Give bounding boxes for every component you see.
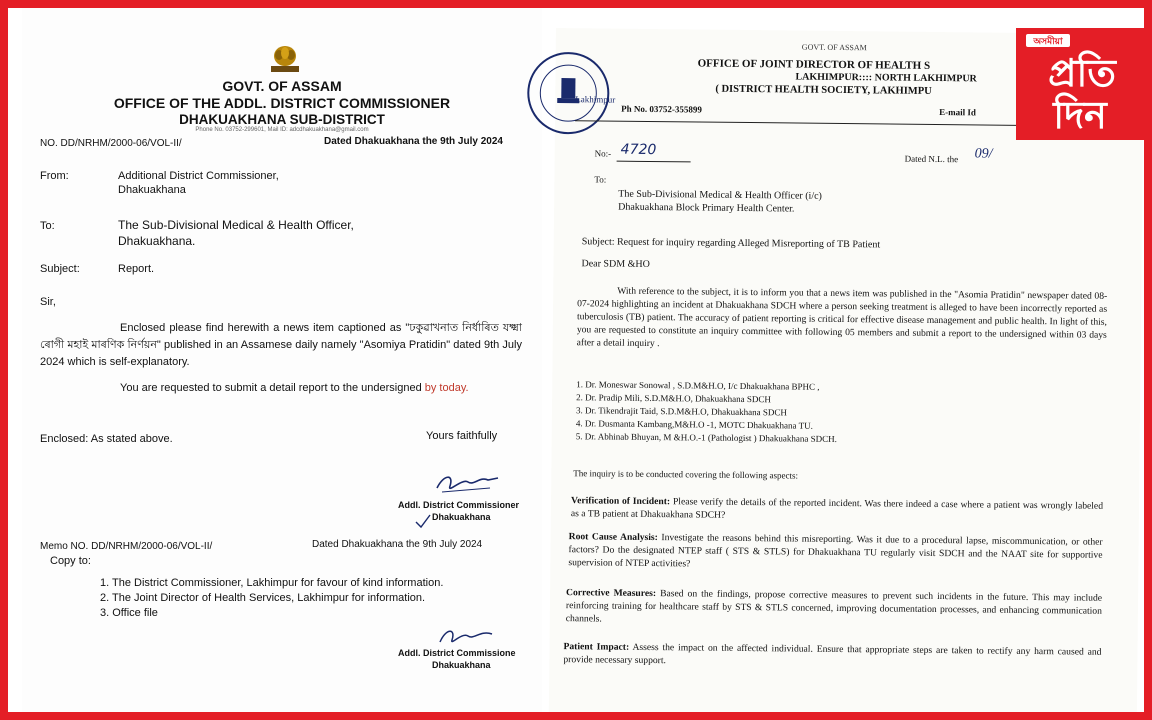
adc-letter	[22, 8, 542, 712]
header-place: LAKHIMPUR:::: NORTH LAKHIMPUR	[795, 71, 977, 85]
header-office: OFFICE OF THE ADDL. DISTRICT COMMISSIONER	[113, 95, 451, 111]
aspect-root-cause	[568, 530, 1102, 575]
list-item: 3. Dr. Tikendrajit Taid, S.D.M&H.O, Dhakuakhana SDCH	[575, 405, 787, 418]
subject-value: Report.	[118, 263, 155, 275]
signatory-2-title: Addl. District Commissione	[398, 648, 516, 658]
signatory-place: Dhakuakhana	[432, 512, 491, 522]
header-govt: GOVT. OF ASSAM	[222, 78, 342, 94]
asomiya-pratidin-logo	[1016, 28, 1144, 140]
letter-no-label: No:-	[594, 148, 612, 159]
to-label: To:	[40, 220, 55, 232]
letter-no-value: 4720	[620, 141, 657, 159]
list-item: 1. The District Commissioner, Lakhimpur for favour of kind information.	[100, 577, 444, 589]
from-label: From:	[40, 170, 69, 182]
header-contact: Phone No. 03752-299601, Mail ID: adcdhakuakhana@gmail.com	[195, 127, 369, 133]
logo-line-2: দিন	[1053, 93, 1107, 137]
aspect-corrective	[566, 586, 1102, 631]
request-text: You are requested to submit a detail report to the undersigned	[120, 382, 422, 394]
header-society: ( DISTRICT HEALTH SOCIETY, LAKHIMPU	[715, 83, 932, 97]
list-item: 2. The Joint Director of Health Services, Lakhimpur for information.	[100, 592, 426, 604]
list-item: 1. Dr. Moneswar Sonowal , S.D.M&H.O, I/c Dhakuakhana BPHC ,	[576, 379, 820, 392]
to-place: Dhakuakhana Block Primary Health Center.	[618, 201, 795, 215]
letter-date-label: Dated N.L. the	[904, 153, 959, 165]
deadline-text: by today.	[424, 382, 469, 394]
body-paragraph: With reference to the subject, it is to inform you that a news item was published in the "Asomia Pratidin" newspaper dated 08-07-2024 highlighting an incident at Dhakuakhana SDCH where a person seeking treatment is alleged to have been incorrectly reported as tuberculosis (TB) patient. The accuracy of patient reporting is critical for effective disease management and public health. In light of this, you are requested to constitute an inquiry committee with following 05 members and submit a report to the undersigned within 03 days after a detail inquiry .	[576, 285, 1108, 350]
news-image-frame	[8, 8, 1144, 712]
seal-text: Lakhimpur	[575, 94, 616, 105]
memo-number: Memo NO. DD/NRHM/2000-06/VOL-II/	[40, 541, 213, 552]
phone-number: Ph No. 03752-355899	[621, 103, 702, 115]
closing: Yours faithfully	[426, 430, 498, 442]
subject-label: Subject:	[40, 263, 80, 275]
to-label: To:	[594, 174, 607, 185]
aspect-title: Patient Impact:	[563, 641, 630, 653]
enclosure-note: Enclosed: As stated above.	[40, 433, 173, 445]
logo-line-1: প্ৰতি	[1048, 51, 1116, 95]
logo-mark-icon	[1016, 28, 1144, 140]
committee-members-list	[576, 378, 838, 446]
aspect-patient-impact	[563, 640, 1101, 672]
date-line: Dated Dhakuakhana the 9th July 2024	[324, 136, 503, 147]
list-item: 5. Dr. Abhinab Bhuyan, M &H.O.-1 (Pathologist ) Dhakuakhana SDCH.	[575, 431, 837, 444]
header-subdistrict: DHAKUAKHANA SUB-DISTRICT	[179, 112, 385, 127]
to-name: The Sub-Divisional Medical & Health Officer,	[118, 218, 354, 232]
signatory-title: Addl. District Commissioner	[398, 500, 520, 510]
memo-date: Dated Dhakuakhana the 9th July 2024	[312, 539, 483, 550]
salutation: Dear SDM &HO	[581, 258, 650, 270]
inquiry-intro: The inquiry is to be conducted covering the following aspects:	[573, 468, 799, 481]
header-office: OFFICE OF JOINT DIRECTOR OF HEALTH S	[697, 57, 931, 72]
from-name: Additional District Commissioner,	[118, 170, 279, 182]
aspect-title: Corrective Measures:	[566, 587, 657, 600]
aspect-text: Please verify the details of the reported incident. Was there indeed a case where a patient was wrongly labeled as a TB patient at Dhakuakhana SDCH?	[570, 496, 1104, 521]
to-name: The Sub-Divisional Medical & Health Officer (i/c)	[618, 188, 822, 202]
signature-2	[436, 622, 496, 650]
copy-list	[100, 576, 443, 621]
header-govt-small: GOVT. OF ASSAM	[801, 42, 867, 53]
signature-1	[432, 466, 502, 498]
aspect-title: Verification of Incident:	[570, 495, 671, 508]
aspect-verification	[571, 494, 1103, 526]
to-place: Dhakuakhana.	[118, 234, 196, 248]
body-paragraph-2	[120, 380, 540, 397]
aspect-title: Root Cause Analysis:	[568, 531, 658, 544]
list-item: 4. Dr. Dusmanta Kambang,M&H.O -1, MOTC Dhakuakhana TU.	[575, 418, 813, 431]
letter-date-value: 09/	[974, 146, 993, 162]
from-place: Dhakuakhana	[118, 184, 186, 196]
body-paragraph-1: Enclosed please find herewith a news item captioned as "ঢকুৱাখনাত নিৰ্ধাৰিত যক্ষ্মা ৰোগী মহাই মাৰণিক নিৰ্ণয়ন" published in an Assamese daily namely "Asomiya Pratidin" dated 9th July 2024 which is self-explanatory.	[40, 322, 522, 368]
aspect-text: Assess the impact on the affected individual. Ensure that appropriate steps are taken to rectify any harm caused and provide necessary support.	[563, 641, 1102, 667]
list-item: 3. Office file	[100, 607, 158, 619]
aspect-text: Investigate the reasons behind this misreporting. Was it due to a procedural lapse, miscommunication, or other factors? Do the designated NTEP staff ( STS & STLS) for Dhakuakhana TU regularly visit SDCH and the NAAT site for supportive supervision of NTEP activities?	[568, 532, 1103, 570]
salutation: Sir,	[40, 296, 56, 308]
tick-mark	[414, 512, 432, 530]
list-item: 2. Dr. Pradip Mili, S.D.M&H.O, Dhakuakhana SDCH	[576, 392, 771, 405]
ashoka-emblem-icon	[268, 44, 302, 74]
aspect-text: Based on the findings, propose corrective measures to prevent such incidents in the future. This may include reinforcing training for healthcare staff by STS & STLS concerned, improving documentation processes, and enhancing communication channels.	[565, 588, 1103, 625]
reference-number: NO. DD/NRHM/2000-06/VOL-II/	[40, 138, 182, 149]
official-seal-icon	[523, 48, 614, 139]
letter-no-underline	[617, 161, 691, 163]
subject-line: Subject: Request for inquiry regarding Alleged Misreporting of TB Patient	[581, 236, 881, 251]
email-label: E-mail Id	[939, 107, 976, 118]
logo-small-text: অসমীয়া	[1033, 37, 1063, 47]
copy-to-label: Copy to:	[50, 555, 91, 567]
signatory-2-place: Dhakuakhana	[432, 660, 491, 670]
